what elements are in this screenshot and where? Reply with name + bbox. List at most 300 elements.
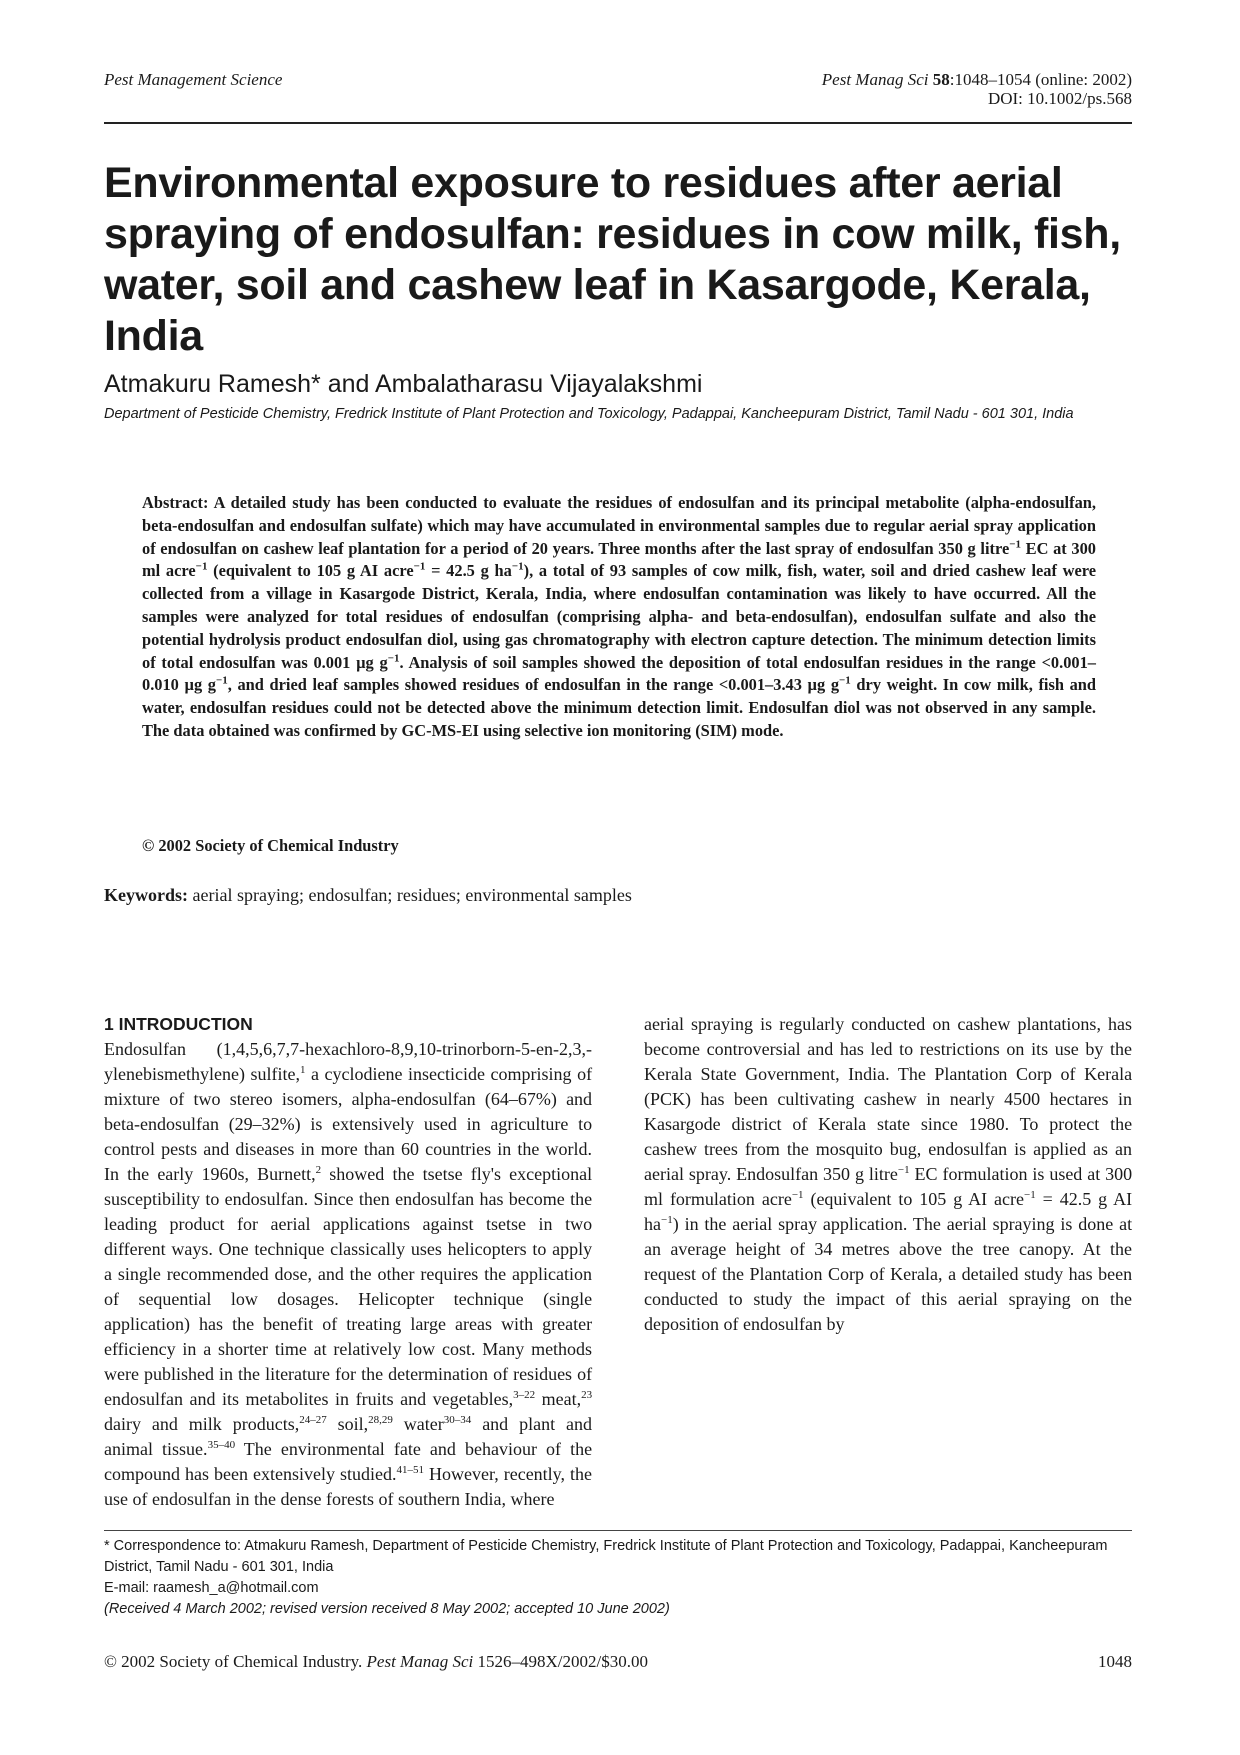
- word: hectares: [1049, 1089, 1109, 1109]
- superscript: −1: [1009, 538, 1021, 551]
- word: endosulfan: [395, 1189, 475, 1209]
- word: [471, 1414, 482, 1434]
- word: of: [895, 1289, 911, 1309]
- word: has: [700, 1089, 725, 1109]
- word: [700, 1039, 707, 1059]
- word: animal: [104, 1439, 153, 1459]
- word: [254, 1314, 263, 1334]
- word: [724, 1089, 733, 1109]
- word: at: [313, 1339, 327, 1359]
- word: on: [1081, 1289, 1100, 1309]
- word: insecticide: [408, 1064, 486, 1084]
- word: tsetse: [422, 1164, 463, 1184]
- word: [718, 1289, 729, 1309]
- word: [792, 1289, 803, 1309]
- word: [781, 1239, 790, 1259]
- word: g: [1098, 1189, 1108, 1209]
- word: methods: [531, 1339, 593, 1359]
- word: [726, 1239, 735, 1259]
- word: uses: [410, 1239, 442, 1259]
- word: meat,: [541, 1389, 582, 1409]
- word: the: [786, 1139, 809, 1159]
- word: The: [912, 1214, 941, 1234]
- word: [492, 1314, 501, 1334]
- word: 105: [919, 1189, 947, 1209]
- word: the: [1110, 1289, 1132, 1309]
- word: [501, 1164, 509, 1184]
- word: [301, 1114, 311, 1134]
- body-text: [393, 1414, 444, 1434]
- word: [1038, 1114, 1049, 1134]
- word: [508, 1414, 519, 1434]
- word: [1099, 1289, 1110, 1309]
- superscript: −1: [215, 674, 228, 687]
- word: [456, 1439, 465, 1459]
- word: the: [1110, 1039, 1132, 1059]
- word: state: [876, 1114, 910, 1134]
- word: State: [700, 1064, 737, 1084]
- word: 300: [1105, 1164, 1133, 1184]
- superscript: −1: [1024, 1189, 1036, 1201]
- word: in: [684, 1214, 699, 1234]
- abstract-text: ), a total of 93 samples of cow milk, fish, water, soil and dried cashew leaf were collected from a village in Kasargode District, Kerala, India, where endosulfan contamination was likely to have occurred. All the samples were analyzed for total residues of endosulfan (comprising alpha- and beta-endosulfan), endosulfan sulfate and also the potential hydrolysis product endosulfan diol, using gas chromatography with electron capture detection. The minimum detection limits of total endosulfan was 0.001 µg g: [142, 561, 1097, 672]
- word: conducted: [851, 1014, 926, 1034]
- word: Helicopter: [358, 1289, 435, 1309]
- citation-volume: 58: [932, 70, 950, 89]
- word: is: [310, 1114, 323, 1134]
- word: [157, 1214, 170, 1234]
- word: 1980.: [968, 1114, 1010, 1134]
- word: metres: [841, 1239, 890, 1259]
- word: by: [826, 1314, 845, 1334]
- word: [1048, 1039, 1055, 1059]
- body-text: [104, 1164, 592, 1409]
- body-text: [804, 1189, 1024, 1209]
- word: endosulfan.: [224, 1189, 309, 1209]
- word: formulation: [669, 1189, 755, 1209]
- word: product: [169, 1214, 225, 1234]
- word: [385, 1439, 394, 1459]
- word: early: [157, 1164, 194, 1184]
- word: of: [104, 1289, 119, 1309]
- word: greater: [542, 1314, 593, 1334]
- word: [414, 1114, 424, 1134]
- word: [780, 1139, 787, 1159]
- word: application: [512, 1264, 592, 1284]
- word: [555, 1414, 566, 1434]
- word: 4500: [1004, 1089, 1041, 1109]
- word: Kerala,: [890, 1264, 943, 1284]
- word: tree: [982, 1239, 1010, 1259]
- word: [258, 1214, 271, 1234]
- word: the: [1110, 1239, 1133, 1259]
- word: the: [232, 1314, 255, 1334]
- word: of: [378, 1489, 394, 1509]
- word: [410, 1214, 423, 1234]
- word: [1010, 1239, 1019, 1259]
- word: time: [274, 1339, 307, 1359]
- word: [663, 1189, 670, 1209]
- word: world.: [545, 1139, 593, 1159]
- word: [1108, 1139, 1115, 1159]
- abstract-text: , and dried leaf samples showed residues of endosulfan in the range <0.001–3.43 µg g: [227, 675, 840, 695]
- word: [224, 1214, 237, 1234]
- word: [883, 1139, 890, 1159]
- word: [401, 1314, 410, 1334]
- word: cost.: [441, 1339, 476, 1359]
- word: [160, 1089, 169, 1109]
- word: protect: [1049, 1114, 1100, 1134]
- citation-journal: Pest Manag Sci: [821, 70, 929, 89]
- correspondence-note: * Correspondence to: Atmakuru Ramesh, Department of Pesticide Chemistry, Fredrick Institute of Plant Protection and Toxicology, Padappai, Kancheepuram District, Tamil Nadu - 601 301, India: [104, 1538, 1108, 1575]
- word: [249, 1164, 257, 1184]
- word: ways.: [171, 1239, 213, 1259]
- word: 1960s,: [201, 1164, 249, 1184]
- word: dosages.: [277, 1289, 339, 1309]
- word: The: [243, 1439, 272, 1459]
- abstract-text: . Analysis of soil samples showed the deposition of total endosulfan residues in the range <0.001–0.010 µg g: [142, 652, 1096, 695]
- word: is: [760, 1014, 773, 1034]
- word: treating: [346, 1314, 402, 1334]
- word: for: [237, 1214, 258, 1234]
- word: endosulfan: [743, 1314, 822, 1334]
- word: average: [670, 1239, 727, 1259]
- keywords-text: aerial spraying; endosulfan; residues; environmental samples: [188, 885, 632, 905]
- column-right: [644, 1012, 1132, 1337]
- word: forests: [325, 1489, 374, 1509]
- word: extensively: [252, 1464, 335, 1484]
- word: the: [349, 1264, 372, 1284]
- word: technique: [453, 1289, 524, 1309]
- word: an: [1115, 1139, 1132, 1159]
- word: [805, 1239, 814, 1259]
- citation-ref: 30–34: [443, 1414, 472, 1426]
- word: [692, 1064, 701, 1084]
- abstract-text: (equivalent to 105 g AI acre: [207, 561, 414, 581]
- word: on: [932, 1014, 951, 1034]
- word: the: [361, 1364, 384, 1384]
- page-number: 1048: [1098, 1652, 1132, 1671]
- word: of: [789, 1239, 805, 1259]
- word: two: [193, 1089, 221, 1109]
- word: [434, 1289, 453, 1309]
- word: India,: [464, 1489, 506, 1509]
- column-left: [104, 1012, 592, 1512]
- word: has: [185, 1464, 209, 1484]
- word: applications: [323, 1214, 410, 1234]
- word: [476, 1089, 485, 1109]
- word: regularly: [779, 1014, 845, 1034]
- word: the: [1110, 1114, 1133, 1134]
- word: plantations,: [1017, 1014, 1101, 1034]
- word: been: [1098, 1264, 1133, 1284]
- word: deposition: [644, 1314, 719, 1334]
- word: environmental: [280, 1439, 385, 1459]
- word: [211, 1339, 218, 1359]
- word: with: [501, 1314, 534, 1334]
- word: [553, 1214, 566, 1234]
- citation-pages: :1048–1054 (online: 2002): [949, 70, 1132, 89]
- word: [220, 1089, 229, 1109]
- word: Corp: [828, 1264, 865, 1284]
- word: done: [1078, 1214, 1114, 1234]
- word: studied.: [339, 1464, 397, 1484]
- word: cultivating: [777, 1089, 855, 1109]
- word: [322, 1114, 332, 1134]
- word: the: [127, 1164, 150, 1184]
- word: Plantation: [749, 1264, 823, 1284]
- word: products,: [232, 1414, 300, 1434]
- citation-ref: 23: [581, 1389, 593, 1401]
- word: tsetse: [486, 1214, 527, 1234]
- word: compound: [104, 1464, 180, 1484]
- word: height: [735, 1239, 781, 1259]
- word: [781, 1114, 792, 1134]
- intro-paragraph: [104, 1037, 592, 1512]
- superscript: −1: [413, 560, 426, 573]
- word: [119, 1289, 138, 1309]
- word: One: [218, 1239, 249, 1259]
- body-text: [327, 1414, 368, 1434]
- word: Endosulfan: [736, 1164, 819, 1184]
- word: aerial: [732, 1214, 773, 1234]
- word: [840, 1064, 849, 1084]
- word: India.: [848, 1064, 890, 1084]
- superscript: −1: [195, 560, 208, 573]
- word: aerial: [270, 1214, 311, 1234]
- word: [940, 1089, 949, 1109]
- word: [211, 1289, 230, 1309]
- word: (PCK): [644, 1089, 692, 1109]
- word: [973, 1239, 982, 1259]
- word: low: [230, 1289, 258, 1309]
- word: for: [335, 1364, 357, 1384]
- word: vegetables,: [432, 1389, 514, 1409]
- word: [457, 1114, 467, 1134]
- word: recently,: [503, 1464, 566, 1484]
- word: [913, 1039, 920, 1059]
- word: residues: [513, 1364, 573, 1384]
- word: agriculture: [490, 1114, 569, 1134]
- word: [219, 1114, 229, 1134]
- word: [958, 1114, 969, 1134]
- section-heading-introduction: 1 INTRODUCTION: [104, 1014, 253, 1034]
- word: [153, 1439, 162, 1459]
- word: [223, 1314, 232, 1334]
- word: and: [482, 1414, 509, 1434]
- word: and: [317, 1264, 344, 1284]
- word: been: [214, 1464, 248, 1484]
- word: [339, 1289, 358, 1309]
- word: of: [546, 1439, 562, 1459]
- word: used: [1049, 1164, 1083, 1184]
- word: become: [644, 1039, 700, 1059]
- word: the: [704, 1214, 727, 1234]
- word: endosulfan: [104, 1389, 183, 1409]
- word: the: [722, 1264, 745, 1284]
- word: acre: [761, 1189, 792, 1209]
- word: dairy: [104, 1414, 141, 1434]
- word: has: [199, 1314, 224, 1334]
- word: [684, 1014, 691, 1034]
- word: [697, 1139, 704, 1159]
- affiliation: Department of Pesticide Chemistry, Fredrick Institute of Plant Protection and Toxicology, Padappai, Kancheepuram District, Tamil Nadu - 601 301, India: [104, 406, 1074, 422]
- word: In: [104, 1164, 119, 1184]
- word: [864, 1039, 871, 1059]
- word: spraying: [992, 1214, 1055, 1234]
- word: of: [723, 1314, 739, 1334]
- word: [313, 1314, 322, 1334]
- word: applied: [1033, 1139, 1087, 1159]
- word: ml: [644, 1189, 664, 1209]
- word: of: [132, 1489, 148, 1509]
- abstract-copyright: © 2002 Society of Chemical Industry: [142, 836, 399, 855]
- word: fruits: [355, 1389, 394, 1409]
- footnotes: [104, 1536, 1132, 1620]
- word: [885, 1289, 896, 1309]
- word: [995, 1089, 1004, 1109]
- word: =: [1042, 1189, 1053, 1209]
- paper-title: Environmental exposure to residues after aerial spraying of endosulfan: residues in cow milk, fish, water, soil and cashew leaf in Kasargode, Kerala, India: [104, 159, 1121, 360]
- word: classically: [330, 1239, 406, 1259]
- word: [537, 1439, 546, 1459]
- word: endosulfan: [152, 1489, 231, 1509]
- word: mixture: [104, 1089, 160, 1109]
- word: 42.5: [1059, 1189, 1092, 1209]
- word: aerial: [644, 1164, 684, 1184]
- word: fly's: [470, 1164, 501, 1184]
- word: [1099, 1114, 1110, 1134]
- word: [1071, 1289, 1082, 1309]
- word: Since: [313, 1189, 354, 1209]
- superscript: −1: [387, 652, 400, 665]
- word: of: [701, 1264, 717, 1284]
- word: and: [807, 1039, 834, 1059]
- word: relatively: [333, 1339, 402, 1359]
- word: [421, 1439, 430, 1459]
- word: [186, 1039, 217, 1059]
- word: from: [744, 1139, 780, 1159]
- word: [1007, 1064, 1016, 1084]
- word: benefit: [263, 1314, 314, 1334]
- word: (64–67%): [484, 1089, 557, 1109]
- word: in: [466, 1114, 481, 1134]
- word: [768, 1089, 777, 1109]
- word: to: [728, 1289, 743, 1309]
- word: has: [1068, 1264, 1093, 1284]
- word: application.: [822, 1214, 908, 1234]
- word: as: [1093, 1139, 1109, 1159]
- word: control: [104, 1139, 155, 1159]
- email-note: E-mail: raamesh_a@hotmail.com: [104, 1580, 319, 1596]
- word: on: [1006, 1039, 1025, 1059]
- word: g: [953, 1189, 963, 1209]
- word: Burnett,: [257, 1164, 316, 1184]
- word: Kerala: [818, 1114, 867, 1134]
- word: and: [203, 1139, 230, 1159]
- word: [917, 1089, 926, 1109]
- word: cashew: [957, 1014, 1011, 1034]
- word: by: [1085, 1039, 1104, 1059]
- body-text: [535, 1389, 581, 1409]
- word: AI: [1113, 1189, 1133, 1209]
- word: [1053, 1189, 1060, 1209]
- word: in: [335, 1389, 350, 1409]
- word: become: [508, 1189, 565, 1209]
- word: Many: [482, 1339, 525, 1359]
- word: determination: [388, 1364, 489, 1384]
- footer-copyright: [104, 1652, 648, 1672]
- word: [1074, 1239, 1082, 1259]
- word: leading: [104, 1214, 157, 1234]
- citation-ref: 41–51: [396, 1464, 424, 1476]
- word: (equivalent: [810, 1189, 892, 1209]
- citation-ref: 2: [315, 1164, 322, 1176]
- word: [524, 1289, 543, 1309]
- word: restrictions: [919, 1039, 1000, 1059]
- word: [273, 1089, 282, 1109]
- word: [890, 1239, 899, 1259]
- word: comprising: [490, 1064, 572, 1084]
- word: [481, 1114, 491, 1134]
- word: aerial: [644, 1014, 684, 1034]
- word: cashew: [644, 1139, 697, 1159]
- word: To: [1019, 1114, 1039, 1134]
- word: [825, 1289, 836, 1309]
- word: led: [870, 1039, 893, 1059]
- word: stereo: [229, 1089, 273, 1109]
- doi: DOI: 10.1002/ps.568: [987, 89, 1132, 108]
- word: [235, 1439, 244, 1459]
- word: [1086, 1139, 1093, 1159]
- word: and: [151, 1414, 178, 1434]
- word: in: [1118, 1089, 1133, 1109]
- word: [1076, 1064, 1085, 1084]
- journal-name: Pest Management Science: [104, 70, 283, 89]
- word: formulation: [942, 1164, 1028, 1184]
- word: other: [377, 1264, 415, 1284]
- word: [463, 1164, 471, 1184]
- footer-copyright-text: © 2002 Society of Chemical Industry.: [104, 1652, 367, 1671]
- citation-ref: 35–40: [207, 1439, 236, 1451]
- word: [854, 1089, 863, 1109]
- word: technique: [254, 1239, 325, 1259]
- word: a: [311, 1064, 320, 1084]
- citation-block: [822, 70, 1132, 108]
- word: helicopters: [447, 1239, 527, 1259]
- word: bug,: [889, 1139, 922, 1159]
- word: is: [1014, 1139, 1027, 1159]
- word: canopy.: [1019, 1239, 1075, 1259]
- word: [721, 1114, 732, 1134]
- word: diseases: [235, 1139, 295, 1159]
- word: published: [144, 1364, 214, 1384]
- word: at: [1119, 1214, 1133, 1234]
- word: of: [493, 1364, 509, 1384]
- word: [807, 1114, 818, 1134]
- word: of: [869, 1264, 885, 1284]
- word: [178, 1414, 189, 1434]
- word: dose,: [274, 1264, 312, 1284]
- word: the: [238, 1364, 261, 1384]
- word: [911, 1289, 922, 1309]
- word: [435, 1339, 442, 1359]
- word: [272, 1439, 281, 1459]
- footer-issn: 1526–498X/2002/$30.00: [473, 1652, 648, 1671]
- word: However,: [428, 1464, 499, 1484]
- word: [310, 1214, 323, 1234]
- word: plant: [519, 1414, 556, 1434]
